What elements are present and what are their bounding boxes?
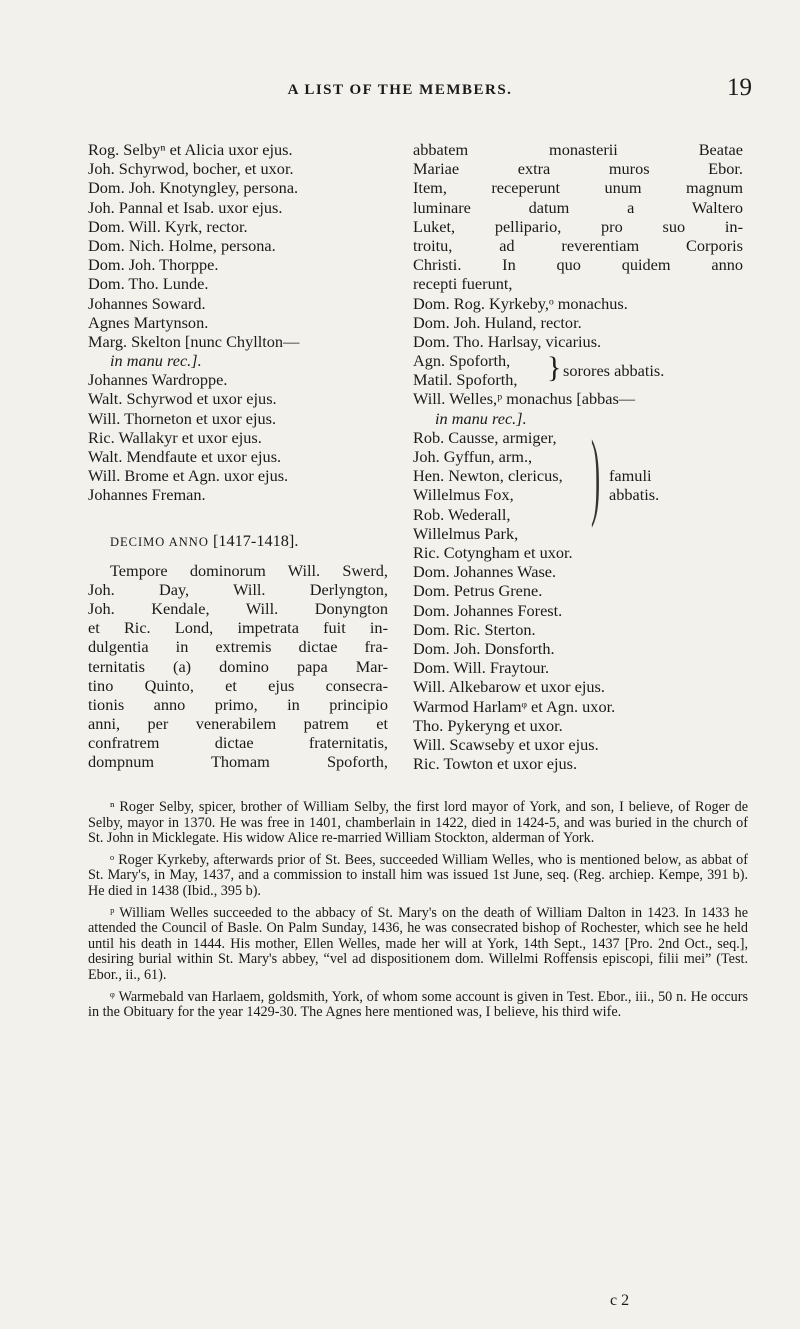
member-entry: Ric. Cotyngham et uxor. (413, 543, 573, 563)
member-entry-note: in manu rec.]. (435, 408, 527, 428)
paragraph-line: tino Quinto, et ejus consecra- (88, 675, 388, 695)
footnote-n: ⁿ Roger Selby, spicer, brother of William Selby, the first lord mayor of York, and son, I believe, of Roger de Selby, mayor in 1370. He was free in 1401, chamberlain in 1422, died in 1424-5, and was buried in the church of St. John in Micklegate. His widow Alice re-married William Stockton, alderman of York. (88, 799, 748, 847)
sisters-group (413, 351, 743, 389)
member-entry: Will. Alkebarow et uxor ejus. (413, 677, 605, 697)
paragraph-line: recepti fuerunt, (413, 274, 513, 294)
paragraph-line: tionis anno primo, in principio (88, 694, 388, 714)
sisters-label: sorores abbatis. (563, 360, 665, 380)
servant-entry: Rob. Causse, armiger, (413, 427, 557, 447)
year-heading-label: DECIMO ANNO (110, 534, 209, 549)
paragraph-line: Joh. Day, Will. Derlyngton, (88, 579, 388, 599)
paragraph-line: et Ric. Lond, impetrata fuit in- (88, 618, 388, 638)
year-heading-years: [1417-1418]. (212, 530, 299, 550)
paragraph-line: Luket, pellipario, pro suo in- (413, 216, 743, 236)
member-entry: Ric. Towton et uxor ejus. (413, 754, 578, 774)
member-list-top (88, 140, 388, 351)
paragraph-line: Item, receperunt unum magnum (413, 178, 743, 198)
member-entry: Walt. Schyrwod et uxor ejus. (88, 389, 277, 409)
member-entry: Ric. Wallakyr et uxor ejus. (88, 427, 262, 447)
member-entry: Warmod Harlamᵠ et Agn. uxor. (413, 696, 616, 716)
member-entry: Walt. Mendfaute et uxor ejus. (88, 447, 282, 466)
member-entry-note: in manu rec.]. (110, 351, 202, 371)
servant-entry: Rob. Wederall, (413, 504, 511, 524)
member-entry: Dom. Tho. Lunde. (88, 274, 209, 294)
member-entry: Dom. Joh. Knotyngley, persona. (88, 178, 299, 198)
member-entry: Dom. Will. Fraytour. (413, 658, 550, 678)
member-entry-welles: Will. Welles,ᵖ monachus [abbas— (413, 389, 636, 409)
servant-entry: Hen. Newton, clericus, (413, 466, 563, 486)
page-number: 19 (727, 74, 752, 101)
running-title: A LIST OF THE MEMBERS. (287, 82, 513, 98)
paragraph-line: dompnum Thomam Spoforth, (88, 752, 388, 772)
servants-label-2: abbatis. (609, 485, 660, 505)
paragraph-line: confratrem dictae fraternitatis, (88, 733, 388, 753)
sister-entry: Agn. Spoforth, (413, 351, 511, 371)
right-column (413, 140, 743, 773)
member-entry: Dom. Johannes Forest. (413, 600, 563, 620)
member-list-b (413, 543, 743, 773)
member-entry: Joh. Pannal et Isab. uxor ejus. (88, 197, 283, 217)
paragraph-line: Christi. In quo quidem anno (413, 255, 743, 275)
member-entry: Joh. Schyrwod, bocher, et uxor. (88, 159, 294, 179)
page-header (0, 74, 800, 112)
servant-entry: Willelmus Park, (413, 523, 519, 543)
member-list-mid (88, 370, 388, 504)
servants-group (413, 420, 743, 543)
member-entry: Dom. Petrus Grene. (413, 581, 543, 601)
paragraph-line: Joh. Kendale, Will. Donyngton (88, 598, 388, 618)
member-entry: Dom. Johannes Wase. (413, 562, 557, 582)
servants-label-1: famuli (609, 466, 652, 486)
paragraph-line: ternitatis (a) domino papa Mar- (88, 656, 388, 676)
member-entry: Will. Scawseby et uxor ejus. (413, 734, 599, 754)
servant-entry: Joh. Gyffun, arm., (413, 447, 533, 467)
paragraph-line: Tempore dominorum Will. Swerd, (110, 560, 388, 580)
paragraph-line: troitu, ad reverentiam Corporis (413, 235, 743, 255)
paragraph-line: abbatem monasterii Beatae (413, 140, 743, 159)
member-entry: Marg. Skelton [nunc Chyllton— (88, 331, 300, 351)
continuation-paragraph (413, 140, 743, 294)
member-entry: Johannes Soward. (88, 293, 206, 313)
member-entry: Dom. Ric. Sterton. (413, 619, 536, 639)
member-entry: Will. Thorneton et uxor ejus. (88, 408, 277, 428)
member-entry: Dom. Tho. Harlsay, vicarius. (413, 331, 602, 351)
paragraph-line: anni, per venerabilem patrem et (88, 714, 388, 734)
member-entry: Dom. Joh. Thorppe. (88, 255, 219, 275)
member-entry: Rog. Selbyⁿ et Alicia uxor ejus. (88, 140, 293, 159)
paragraph-line: luminare datum a Waltero (413, 197, 743, 217)
footnote-o: ᵒ Roger Kyrkeby, afterwards prior of St. Bees, succeeded William Welles, who is mentioned below, as abbat of St. Mary's, in May, 1437, and a commission to install him was issued 1st June, seq. (Reg. archiep. Kempe, 391 b). He died in 1438 (Ibid., 395 b). (88, 851, 748, 899)
year-heading (88, 527, 388, 555)
footnotes (88, 800, 748, 1027)
member-entry: Dom. Will. Kyrk, rector. (88, 216, 248, 236)
member-entry: Dom. Joh. Donsforth. (413, 638, 555, 658)
signature-mark: c 2 (610, 1292, 630, 1309)
footnote-q: ᵠ Warmebald van Harlaem, goldsmith, York, of whom some account is given in Test. Ebor., iii., 50 n. He occurs in the Obituary for the year 1429-30. The Agnes here mentioned was, I believe, his third wife. (88, 988, 748, 1021)
paragraph-line: Mariae extra muros Ebor. (413, 159, 743, 179)
indulgence-paragraph (88, 561, 388, 772)
sisters-brace: } (547, 351, 562, 385)
member-list-a (413, 294, 743, 352)
member-entry: Agnes Martynson. (88, 312, 209, 332)
member-entry: Johannes Freman. (88, 485, 206, 505)
servant-entry: Willelmus Fox, (413, 485, 514, 505)
sister-entry: Matil. Spoforth, (413, 370, 518, 390)
member-entry: Tho. Pykeryng et uxor. (413, 715, 563, 735)
left-column (88, 140, 388, 772)
member-entry: Dom. Joh. Huland, rector. (413, 312, 582, 332)
paragraph-line: dulgentia in extremis dictae fra- (88, 637, 388, 657)
footnote-p: ᵖ William Welles succeeded to the abbacy of St. Mary's on the death of William Dalton in 1423. In 1433 he attended the Council of Basle. On Palm Sunday, 1436, he was consecrated bishop of Rochester, which see he held until his death in 1444. His mother, Ellen Welles, made her will at York, 14th Sept., 1437 [Pro. 2nd Oct., seq.], desiring burial within St. Mary's abbey, “vel ad dispositionem dom. Willelmi Roffensis episcopi, filii mei” (Test. Ebor., ii., 61). (88, 904, 748, 983)
member-entry: Johannes Wardroppe. (88, 370, 228, 390)
member-entry: Dom. Rog. Kyrkeby,ᵒ monachus. (413, 293, 628, 313)
member-entry: Will. Brome et Agn. uxor ejus. (88, 466, 289, 486)
member-entry: Dom. Nich. Holme, persona. (88, 235, 276, 255)
servants-brace: ) (591, 420, 601, 529)
